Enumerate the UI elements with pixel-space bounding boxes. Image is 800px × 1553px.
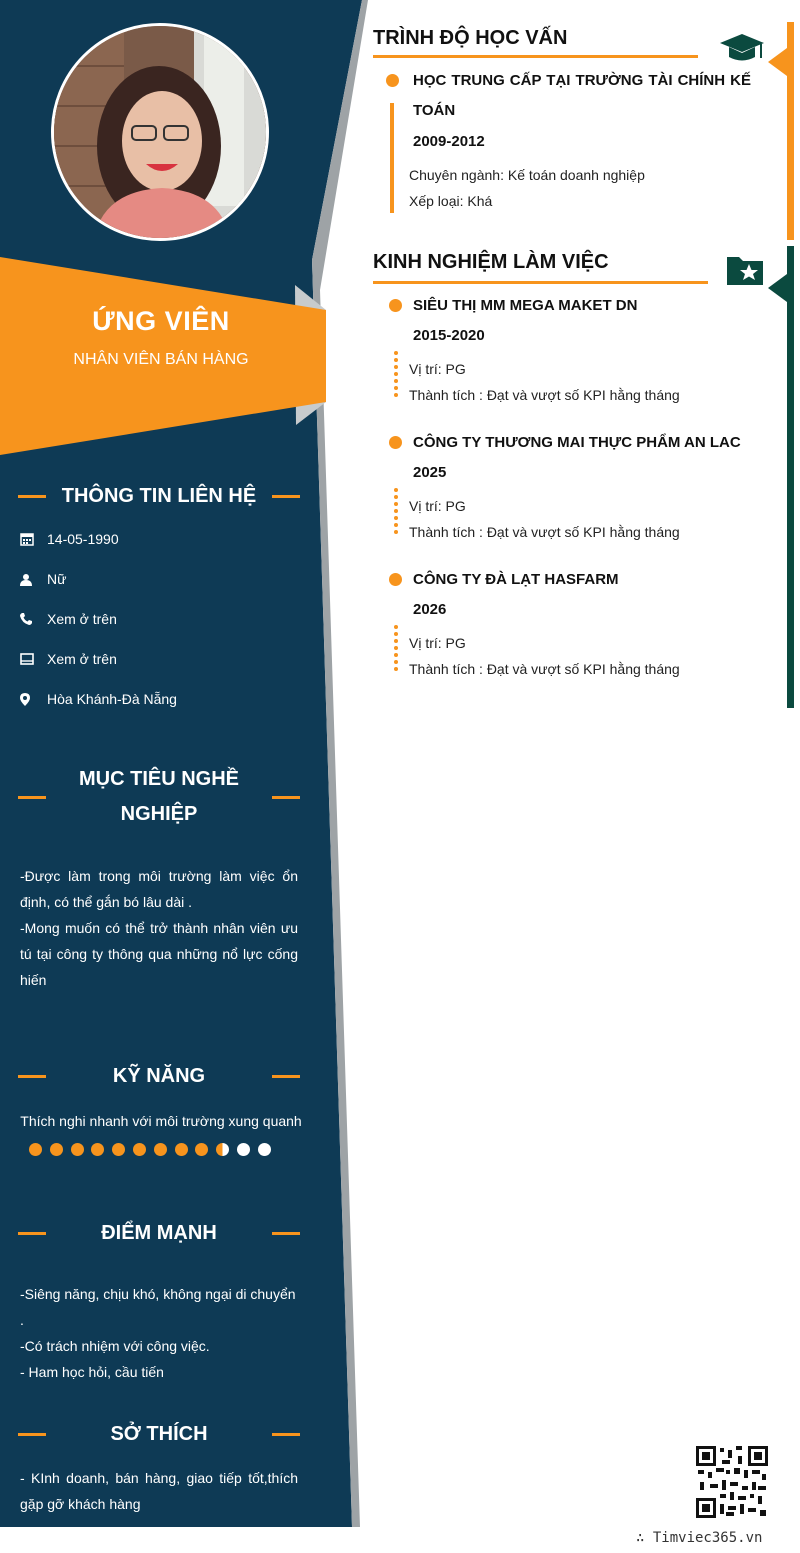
contact-heading-text: THÔNG TIN LIÊN HỆ [61, 485, 257, 507]
user-icon [20, 573, 47, 586]
experience-company: CÔNG TY THƯƠNG MAI THỰC PHẨM AN LAC [413, 434, 741, 451]
objective-text [20, 863, 298, 993]
skill-rating-dot [91, 1143, 104, 1156]
objective-heading-text [46, 762, 272, 832]
brand-watermark: ∴ Timviec365.vn [636, 1530, 763, 1546]
experience-underline [373, 281, 708, 284]
email-icon [20, 653, 47, 665]
heading-dash [18, 1075, 46, 1078]
address-text: Hòa Khánh-Đà Nẵng [47, 691, 177, 707]
strength-line: -Siêng năng, chịu khó, không ngại di chuyển . [20, 1286, 296, 1328]
experience-achievement: Thành tích : Đạt và vượt số KPI hằng tháng [409, 661, 680, 677]
heading-dash [272, 796, 300, 799]
experience-side-marker [768, 246, 796, 713]
heading-dash [272, 495, 300, 498]
skill-name: Thích nghi nhanh với môi trường xung quanh [20, 1113, 302, 1129]
contact-phone [20, 599, 300, 639]
hobbies-heading [18, 1417, 300, 1452]
phone-text: Xem ở trên [47, 611, 117, 627]
skill-rating-dot [258, 1143, 271, 1156]
heading-dash [272, 1075, 300, 1078]
skill-rating-dot [175, 1143, 188, 1156]
qr-code-icon [696, 1446, 768, 1518]
calendar-icon [20, 532, 47, 546]
experience-achievement: Thành tích : Đạt và vượt số KPI hằng tháng [409, 387, 680, 403]
birthday-text: 14-05-1990 [47, 531, 119, 547]
education-school: HỌC TRUNG CẤP TẠI TRƯỜNG TÀI CHÍNH KẾ TOÁN [413, 72, 751, 119]
heading-dash [18, 1232, 46, 1235]
experience-company: SIÊU THỊ MM MEGA MAKET DN [413, 297, 638, 314]
name-banner [0, 306, 322, 369]
skill-rating-dot [71, 1143, 84, 1156]
strengths-heading [18, 1216, 300, 1251]
skill-rating-dot [216, 1143, 229, 1156]
experience-years: 2025 [413, 464, 447, 481]
experience-position: Vị trí: PG [409, 498, 466, 514]
skill-rating-dot [50, 1143, 63, 1156]
timeline-bullet [389, 573, 402, 586]
experience-heading: KINH NGHIỆM LÀM VIỆC [373, 251, 609, 273]
hobbies-heading-text: SỞ THÍCH [110, 1423, 208, 1445]
skill-rating-dot [154, 1143, 167, 1156]
avatar [51, 23, 269, 241]
skills-heading [18, 1059, 300, 1094]
strengths-heading-text: ĐIỂM MẠNH [101, 1222, 217, 1244]
email-text: Xem ở trên [47, 651, 117, 667]
strengths-text [20, 1281, 298, 1385]
objective-heading [18, 762, 300, 832]
heading-dash [18, 495, 46, 498]
skill-rating-dot [133, 1143, 146, 1156]
education-timeline-line [390, 103, 394, 213]
hobbies-text: - KInh doanh, bán hàng, giao tiếp tốt,thích gặp gỡ khách hàng [20, 1470, 298, 1512]
candidate-name: ỨNG VIÊN [92, 306, 230, 336]
job-title: NHÂN VIÊN BÁN HÀNG [73, 351, 249, 368]
education-heading: TRÌNH ĐỘ HỌC VẤN [373, 27, 568, 49]
experience-position: Vị trí: PG [409, 635, 466, 651]
timeline-bullet [389, 299, 402, 312]
education-years: 2009-2012 [413, 133, 485, 150]
contact-gender [20, 559, 300, 599]
experience-timeline-dots [394, 625, 398, 671]
strength-line: -Có trách nhiệm với công việc. [20, 1338, 210, 1354]
graduation-cap-icon [719, 32, 765, 69]
experience-timeline-dots [394, 488, 398, 534]
objective-line: -Mong muốn có thể trở thành nhân viên ưu tú tại công ty thông qua những nổ lực cống hiến [20, 920, 298, 988]
timeline-bullet [386, 74, 399, 87]
experience-position: Vị trí: PG [409, 361, 466, 377]
heading-dash [18, 1433, 46, 1436]
education-underline [373, 55, 698, 58]
phone-icon [20, 613, 47, 625]
contact-list [20, 519, 300, 719]
heading-dash [18, 796, 46, 799]
skill-level-rating [29, 1143, 271, 1156]
contact-address [20, 679, 300, 719]
folder-star-icon [725, 253, 765, 292]
objective-heading-line1: MỤC TIÊU NGHỀ [79, 768, 239, 790]
education-side-marker [768, 22, 796, 245]
skill-rating-dot [112, 1143, 125, 1156]
contact-birthday [20, 519, 300, 559]
objective-line: -Được làm trong môi trường làm việc ổn định, có thể gắn bó lâu dài . [20, 868, 298, 910]
objective-heading-line2: NGHIỆP [120, 803, 198, 825]
experience-years: 2026 [413, 601, 447, 618]
skill-rating-dot [29, 1143, 42, 1156]
heading-dash [272, 1433, 300, 1436]
experience-company: CÔNG TY ĐÀ LẠT HASFARM [413, 571, 619, 588]
skills-heading-text: KỸ NĂNG [112, 1065, 206, 1087]
skill-rating-dot [195, 1143, 208, 1156]
contact-email [20, 639, 300, 679]
experience-years: 2015-2020 [413, 327, 485, 344]
experience-achievement: Thành tích : Đạt và vượt số KPI hằng tháng [409, 524, 680, 540]
contact-heading [18, 479, 300, 514]
gender-text: Nữ [47, 571, 67, 587]
heading-dash [272, 1232, 300, 1235]
strength-line: - Ham học hỏi, cầu tiến [20, 1364, 164, 1380]
education-major: Chuyên ngành: Kế toán doanh nghiệp [409, 167, 645, 183]
education-rank: Xếp loại: Khá [409, 193, 493, 209]
location-icon [20, 693, 47, 706]
experience-timeline-dots [394, 351, 398, 397]
skill-rating-dot [237, 1143, 250, 1156]
timeline-bullet [389, 436, 402, 449]
